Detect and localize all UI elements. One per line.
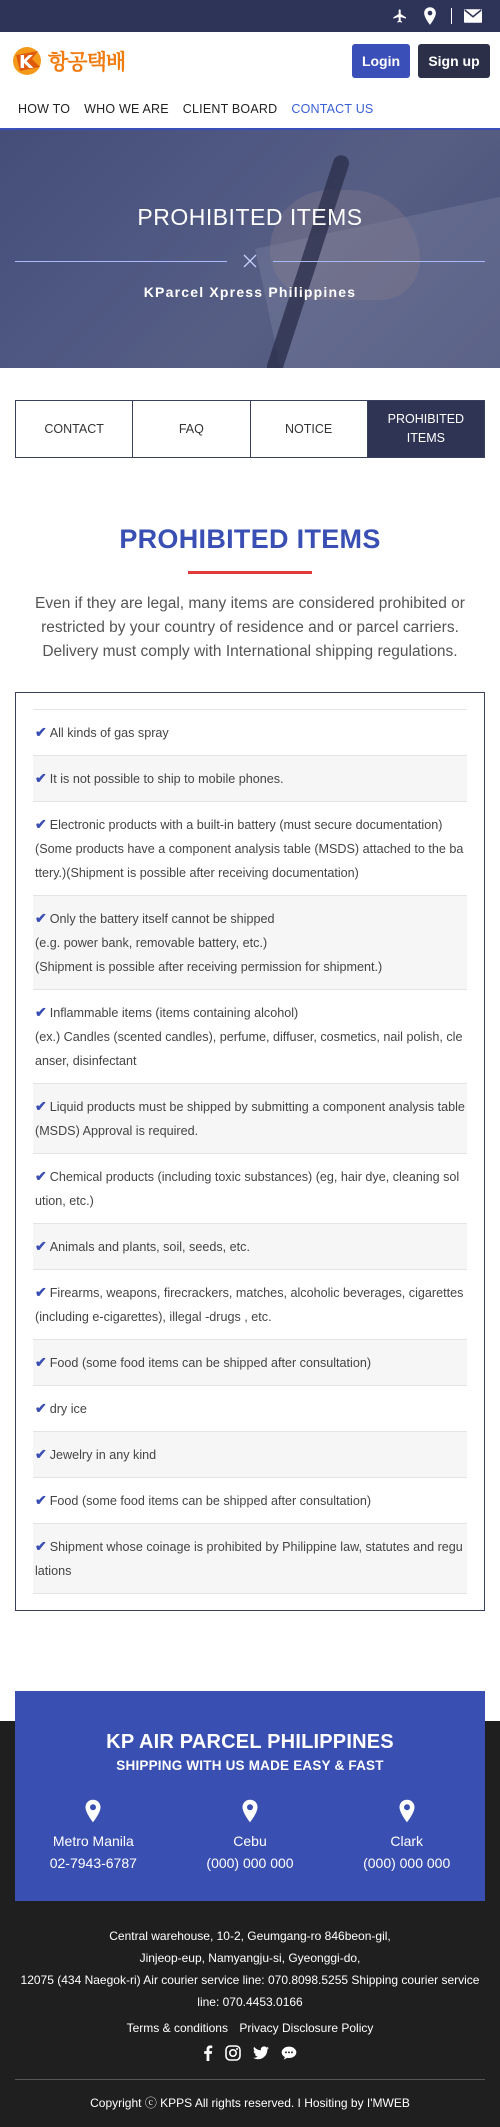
list-item-line: [35, 1094, 465, 1143]
list-item: [33, 1223, 467, 1269]
list-item-line: [35, 955, 465, 979]
copyright-text: Copyright ⓒ KPPS All rights reserved. I Hositing by I'MWEB: [15, 2079, 485, 2127]
list-item-text: (Shipment is possible after receiving permission for shipment.): [35, 960, 383, 974]
address-line: Jinjeop-eup, Namyangju-si, Gyeonggi-do,: [139, 1951, 361, 1965]
nav-item-contact-us[interactable]: CONTACT US: [291, 102, 374, 116]
list-item-text: Food (some food items can be shipped after consultation): [49, 1494, 372, 1508]
branch-list: [15, 1799, 485, 1871]
facebook-icon[interactable]: [203, 2045, 213, 2066]
section-title-underline: [188, 571, 312, 574]
list-item: [33, 1523, 467, 1594]
instagram-icon[interactable]: [225, 2045, 241, 2066]
airplane-icon[interactable]: [391, 7, 409, 25]
checkmark-icon: ✔: [35, 1400, 47, 1416]
list-item-line: [35, 1396, 465, 1421]
mail-icon[interactable]: [464, 7, 482, 25]
site-header: [0, 32, 500, 90]
list-item-line: [35, 720, 465, 745]
chat-icon[interactable]: [281, 2046, 297, 2065]
list-item-text: Food (some food items can be shipped after consultation): [49, 1356, 372, 1370]
hero-title: PROHIBITED ITEMS: [137, 204, 363, 230]
checkmark-icon: ✔: [35, 770, 47, 786]
social-links: [0, 2045, 500, 2065]
map-pin-icon: [328, 1799, 485, 1825]
list-item-text: Inflammable items (items containing alcohol): [49, 1006, 299, 1020]
list-item-text: Firearms, weapons, firecrackers, matches, alcoholic beverages, cigarettes: [49, 1286, 464, 1300]
branch-city: Cebu: [233, 1833, 267, 1849]
list-item: [33, 989, 467, 1083]
list-item: [33, 895, 467, 989]
privacy-link[interactable]: Privacy Disclosure Policy: [239, 2021, 374, 2035]
hero-subtitle: KParcel Xpress Philippines: [143, 284, 357, 300]
branch-city: Metro Manila: [52, 1833, 134, 1849]
signup-button[interactable]: Sign up: [418, 44, 490, 78]
list-item-line: [35, 906, 465, 931]
prohibited-items-list: [15, 692, 485, 1611]
hero-banner: [0, 130, 500, 368]
map-pin-icon[interactable]: [421, 7, 439, 25]
tab-prohibited-items[interactable]: [368, 401, 484, 457]
list-item: [33, 1385, 467, 1431]
checkmark-icon: ✔: [35, 1492, 47, 1508]
tab-contact[interactable]: CONTACT: [16, 401, 133, 457]
nav-item-how-to[interactable]: HOW TO: [18, 102, 71, 116]
site-footer: [0, 1691, 500, 2127]
list-item-line: [35, 931, 465, 955]
list-item-line: [35, 1234, 465, 1259]
list-item: [33, 755, 467, 801]
checkmark-icon: ✔: [35, 1538, 47, 1554]
top-utility-bar: [0, 0, 500, 32]
site-logo[interactable]: [10, 41, 125, 81]
checkmark-icon: ✔: [35, 1284, 47, 1300]
list-item-line: [35, 1000, 465, 1025]
address-line: 12075 (434 Naegok-ri) Air courier service line: 070.8098.5255 Shipping courier service line: 070.4453.0166: [20, 1973, 480, 2009]
list-item-line: [35, 1442, 465, 1467]
list-item-text: All kinds of gas spray: [49, 726, 169, 740]
branch-metro-manila: [15, 1799, 172, 1871]
list-item-text: (e.g. power bank, removable battery, etc.): [35, 936, 268, 950]
nav-item-client-board[interactable]: CLIENT BOARD: [182, 102, 278, 116]
list-item: [33, 1269, 467, 1339]
list-item-line: [35, 1488, 465, 1513]
checkmark-icon: ✔: [35, 910, 47, 926]
branch-phone[interactable]: (000) 000 000: [206, 1855, 294, 1871]
list-item-line: [35, 1350, 465, 1375]
login-button[interactable]: Login: [352, 44, 410, 78]
list-item-text: (ex.) Candles (scented candles), perfume, diffuser, cosmetics, nail polish, cleanser, disinfectant: [35, 1030, 463, 1068]
list-item-text: Animals and plants, soil, seeds, etc.: [49, 1240, 250, 1254]
svg-text:K: K: [19, 52, 33, 73]
terms-link[interactable]: Terms & conditions: [126, 2021, 228, 2035]
twitter-icon[interactable]: [253, 2046, 269, 2065]
list-item-text: Chemical products (including toxic substances) (eg, hair dye, cleaning solution, etc.): [35, 1170, 460, 1208]
tab-prohibited-items-label: PROHIBITED ITEMS: [387, 412, 465, 445]
contact-card: [15, 1691, 485, 1901]
list-item-text: It is not possible to ship to mobile phones.: [49, 772, 284, 786]
list-item: [33, 709, 467, 755]
list-item: [33, 1431, 467, 1477]
topbar-divider: [451, 8, 452, 24]
checkmark-icon: ✔: [35, 724, 47, 740]
list-item: [33, 1339, 467, 1385]
list-item-line: [35, 1025, 465, 1073]
checkmark-icon: ✔: [35, 1004, 47, 1020]
cross-icon: [243, 254, 257, 268]
hero-divider: [15, 254, 485, 268]
list-item-text: Electronic products with a built-in battery (must secure documentation): [49, 818, 443, 832]
list-item-text: (Some products have a component analysis table (MSDS) attached to the battery.)(Shipment is possible after receiving documentation): [35, 842, 464, 880]
branch-city: Clark: [390, 1833, 424, 1849]
brand-name: 항공택배: [48, 50, 126, 74]
checkmark-icon: ✔: [35, 1238, 47, 1254]
company-address: [0, 1901, 500, 2013]
list-item-line: [35, 1164, 465, 1213]
checkmark-icon: ✔: [35, 1354, 47, 1370]
list-item-line: [35, 1305, 465, 1329]
map-pin-icon: [15, 1799, 172, 1825]
branch-phone[interactable]: (000) 000 000: [363, 1855, 451, 1871]
checkmark-icon: ✔: [35, 816, 47, 832]
list-item: [33, 1477, 467, 1523]
checkmark-icon: ✔: [35, 1098, 47, 1114]
list-item-line: [35, 766, 465, 791]
nav-item-who-we-are[interactable]: WHO WE ARE: [84, 102, 169, 116]
hero-overlay: [0, 130, 500, 368]
section-title: PROHIBITED ITEMS: [119, 524, 381, 554]
list-item: [33, 1153, 467, 1223]
footer-links: [0, 2021, 500, 2035]
checkmark-icon: ✔: [35, 1446, 47, 1462]
logo-mark-icon: [10, 41, 46, 81]
list-item-line: [35, 1534, 465, 1583]
list-item: [33, 801, 467, 895]
tab-notice[interactable]: NOTICE: [251, 401, 368, 457]
list-item-text: Shipment whose coinage is prohibited by Philippine law, statutes and regulations: [35, 1540, 463, 1578]
branch-cebu: [172, 1799, 329, 1871]
list-item-text: (including e-cigarettes), illegal -drugs , etc.: [35, 1310, 272, 1324]
contact-card-title: KP AIR PARCEL PHILIPPINES: [106, 1731, 394, 1753]
list-item-text: Jewelry in any kind: [49, 1448, 157, 1462]
branch-phone[interactable]: 02-7943-6787: [49, 1855, 137, 1871]
list-item: [33, 1083, 467, 1153]
checkmark-icon: ✔: [35, 1168, 47, 1184]
board-tabs: [15, 400, 485, 458]
section-intro: Even if they are legal, many items are considered prohibited or restricted by your country of residence and or parcel carriers. Delivery must comply with International shipping regulations.: [35, 595, 465, 660]
list-item-line: [35, 837, 465, 885]
list-item-text: dry ice: [49, 1402, 87, 1416]
address-line: Central warehouse, 10-2, Geumgang-ro 846beon-gil,: [109, 1929, 391, 1943]
contact-card-subtitle: SHIPPING WITH US MADE EASY & FAST: [116, 1758, 384, 1773]
main-nav: [0, 90, 500, 130]
list-item-text: Liquid products must be shipped by submitting a component analysis table (MSDS) Approval is required.: [35, 1100, 465, 1138]
list-item-line: [35, 812, 465, 837]
list-item-line: [35, 1280, 465, 1305]
map-pin-icon: [172, 1799, 329, 1825]
list-item-text: Only the battery itself cannot be shipped: [49, 912, 275, 926]
header-actions: [352, 44, 490, 78]
tab-faq[interactable]: FAQ: [133, 401, 250, 457]
branch-clark: [328, 1799, 485, 1871]
